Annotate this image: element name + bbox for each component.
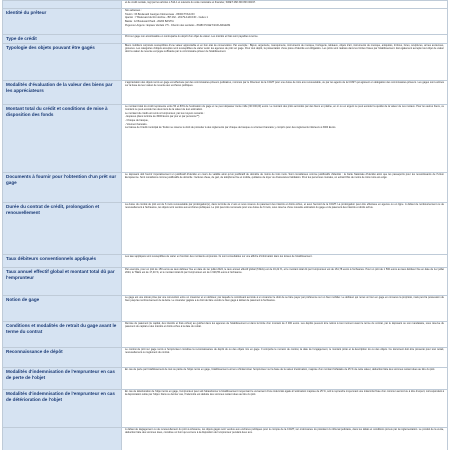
info-table-body	[3, 1, 448, 450]
row-paragraph: Le contrat de prêt sur gage remis à l'emprunteur constitue la reconnaissance de dépôt du ou des objets mis en gage. Il comporte le numéro de contrat, la date de l'engagement, le montant prêté et la description du ou des objets. Ce document doit être présenté pour tout retrait, renouvellement ou règlement du contrat.	[125, 348, 444, 354]
row-paragraph: En cas de perte par l'établissement de tout ou partie de l'objet remis en gage, l'établissement est tenu d'indemniser l'emprunteur sur la base de la valeur d'estimation, majorée d'un montant forfaitaire de 25 % de cette valeur, déduction faite des sommes restant dues au titre du prêt.	[125, 368, 436, 371]
row-label: Modalités d'indemnisation de l'emprunteur en cas de détérioration de l'objet	[3, 390, 122, 428]
info-row	[3, 203, 448, 255]
row-paragraph: Le gage est une sûreté prise par une convention entre un créancier et un débiteur, par laquelle le constituant accorde à un créancier le droit de se faire payer par préférence sur un bien mobilier. Le débiteur qui remet un bien en gage en conserve la propriété, mais perd la possession du bien jusqu'au remboursement de la dette. Le créancier gagiste a le droit de faire vendre le bien gagé à défaut de paiement à l'échéance.	[125, 296, 444, 302]
row-paragraph: Le montant total du crédit représente entre 50 et 80% de l'estimation du gage et ne peut dépasser trente mille (30 000,00) euros. Le montant des prêts accordés par des biens en platine, en or ou en argent ne peut excéder la quotité de la valeur de ces métaux. Pour les autres biens, ce montant ne peut excéder les deux tiers de la valeur de leur estimation.	[125, 105, 444, 111]
row-content	[122, 44, 448, 81]
row-paragraph: Prêt sur gage non amortissable en contrepartie du dépôt d'un objet de valeur. Les intérêts et frais sont payables à terme.	[125, 35, 259, 38]
row-content	[122, 255, 448, 268]
row-paragraph: - Espèces (dans la limite de 3000 Euros par jour et par personne**)	[125, 115, 200, 119]
row-content	[122, 173, 448, 203]
row-paragraph: Puget-sur-Argens : Espace Verdelé n°5 - Chemin des verdelés - 83480 PUGET-SUR-ARGENS	[125, 23, 231, 27]
row-content	[122, 428, 448, 450]
row-paragraph: L'appréciation des objets remis en gage est effectuée par des commissaires-priseurs judiciaires, nommés par le Directeur de la CCMT pour une durée de trois ans renouvelable, ou par les agents de la CCMT qui agissent en délégation des commissaires-priseurs. Les gages sont estimés sur la base de leur valeur de revente aux enchères publiques.	[125, 81, 444, 87]
row-paragraph: La durée du contrat de prêt est de 6 mois renouvelable par prolongation(s), dans la limite de 2 ans et sous réserve du paiement des intérêts et droits échus, et avec l'accord de la CCMT. La prolongation peut être effectuée en agence ou en ligne. À défaut de remboursement ou de renouvellement à l'échéance, les objets sont vendus aux enchères publiques. Le prêt peut être renouvelé pour une durée de 6 mois, sous réserve d'une nouvelle estimation du gage et du paiement des intérêts et droits échus.	[125, 203, 444, 209]
info-row	[3, 173, 448, 203]
row-label: Type de crédit	[3, 35, 122, 44]
info-row	[3, 268, 448, 296]
row-paragraph: Par exemple, pour un prêt de 150 euros au taux débiteur fixe en date du 1er juillet 2024, le taux annuel effectif global (TAEG) est de 16,22 %, et le montant total dû par l'emprunteur est de 161,78 euros à l'échéance. Pour un prêt de 1 500 euros au taux débiteur fixe en date du 1er juillet 2024, le TAEG est de 17,40 %, et le montant total dû par l'emprunteur est de 1 629,55 euros à l'échéance.	[125, 268, 444, 274]
row-paragraph: Les taux appliqués sont susceptibles de varier en fonction des montants empruntés. Ils sont consultables sur une affiche d'information dans les locaux de l'établissement.	[125, 255, 313, 258]
row-label: Taux débiteurs conventionnels appliqués	[3, 255, 122, 268]
row-paragraph: Remise du paiement (le capital, des intérêts et frais échus) au guichet dans les agences de l'établissement et dans la limite d'un montant de 3 000 euros. Les dépôts peuvent être retirés à tout moment avant le terme du contrat, par le déposant ou son mandataire, sous réserve du paiement du capital et des intérêts et droits échus à la date du retrait.	[125, 322, 444, 328]
row-label	[3, 428, 122, 450]
row-paragraph: Le déposant doit fournir impérativement un justificatif d'identité en cours de validité ainsi qu'un justificatif de domicile de moins de trois mois. Sont considérées comme justificatifs d'identité : la Carte Nationale d'Identité ainsi que les passeports pour les ressortissants de l'Union Européenne. Sont considérés comme justificatifs de domicile : factures d'eau, de gaz, de téléphone fixe et mobile, quittance de loyer ou d'assurance habitation. Pour les personnes morales, un extrait Kbis de moins de trois mois est exigé.	[125, 173, 444, 179]
info-row	[3, 105, 448, 173]
row-label: Documents à fournir pour l'obtention d'un prêt sur gage	[3, 173, 122, 203]
row-paragraph: Le montant du crédit est remis à l'emprunteur, par les moyens suivants :	[125, 111, 205, 115]
row-paragraph: Bastia : 12 Boulevard Paoli - 20200 BASTIA	[125, 20, 174, 24]
info-row	[3, 44, 448, 81]
info-row	[3, 35, 448, 44]
row-content	[122, 322, 448, 348]
info-row	[3, 390, 448, 428]
row-label: Notion de gage	[3, 296, 122, 322]
row-paragraph: - Chèque de banque,	[125, 119, 149, 123]
row-content	[122, 35, 448, 44]
pledge-loan-info-table	[2, 0, 448, 450]
row-label: Modalités d'indemnisation de l'emprunteur en cas de perte de l'objet	[3, 368, 122, 390]
row-label: Taux annuel effectif global et montant total dû par l'emprunteur	[3, 268, 122, 296]
row-paragraph: - Virement bancaire.	[125, 122, 148, 126]
info-row	[3, 322, 448, 348]
row-label: Reconnaissance de dépôt	[3, 348, 122, 368]
row-paragraph: Ajaccio : 7 Boulevard du Roi Jérôme - BP 232 - 20179 AJACCIO - Cedex 1	[125, 16, 208, 20]
row-label: Conditions et modalités de retrait du gage avant le terme du contrat	[3, 322, 122, 348]
row-paragraph: À défaut de dégagement ou de renouvellement du prêt à échéance, les objets gagés sont vendus aux enchères publiques pour le compte de la CCMT, sur ordonnance du président du tribunal judiciaire, dans les délais et conditions prévus par la réglementation. Le produit de la vente, déduction faite des sommes dues, constitue un boni qui est tenu à la disposition de l'emprunteur pendant deux ans.	[125, 428, 444, 434]
row-content	[122, 9, 448, 35]
row-label	[3, 1, 122, 9]
row-content	[122, 81, 448, 105]
row-content	[122, 1, 448, 9]
row-paragraph: La Caisse de Crédit municipal de Toulon se réserve le droit de procéder à des règlements par chèque de banque ou virement bancaire y compris pour des règlements inférieurs à 3000 Euros.	[125, 126, 337, 130]
row-content	[122, 296, 448, 322]
info-row	[3, 81, 448, 105]
row-content	[122, 368, 448, 390]
info-row	[3, 428, 448, 450]
row-paragraph: En cas de détérioration de l'objet remis en gage, l'emprunteur peut soit l'abandonner à l'établissement moyennant le versement d'une indemnité égale à l'estimation majorée de 25 %, soit le reprendre moyennant une indemnité fixée d'un commun accord ou à dire d'expert, correspondant à la dépréciation subie par l'objet. Dans ce dernier cas, l'indemnité est déduite des sommes restant dues au titre du prêt.	[125, 390, 444, 396]
row-label: Durée du contrat de crédit, prolongation et renouvellement	[3, 203, 122, 255]
row-label: Typologie des objets pouvant être gagés	[3, 44, 122, 81]
row-content	[122, 105, 448, 173]
info-row	[3, 348, 448, 368]
row-paragraph: et de crédit sociale, régi par les articles L.514-1 et suivants du code monétaire et financier, SIRET 268 300 803 00197.	[125, 1, 256, 4]
row-content	[122, 348, 448, 368]
row-paragraph: Biens mobiliers corporels susceptibles d'une valeur appréciable et en bon état de conservation. Par exemple : Bijoux, argenterie, maroquinerie, instruments de musique, horlogerie, tableaux, objets d'art, instruments de musique, antiquités, timbres, livres, sculptures, armes anciennes, gravures. Les catégories d'objets acceptés sont susceptibles de varier selon les agences de prêt sur gage. Pour tout dépôt, la présentation d'une pièce d'identité est obligatoire. Les prêts sont réalisés dans les limites fixées par l'établissement. Est également accepté tout objet de valeur dont la valeur de revente est jugée suffisante par le commissaire-priseur de l'établissement.	[125, 44, 444, 53]
info-row	[3, 1, 448, 9]
row-content	[122, 390, 448, 428]
row-label: Modalités d'évaluation de la valeur des biens par les appréciateurs	[3, 81, 122, 105]
row-label: Montant total du crédit et conditions de mise à disposition des fonds	[3, 105, 122, 173]
row-paragraph: Nos adresses :	[125, 9, 142, 12]
row-label: Identité du prêteur	[3, 9, 122, 35]
info-row	[3, 368, 448, 390]
row-content	[122, 268, 448, 296]
info-row	[3, 296, 448, 322]
info-row	[3, 9, 448, 35]
row-paragraph: Toulon : 63 Boulevard Georges Clémenceau - 83000 TOULON	[125, 12, 195, 16]
info-row	[3, 255, 448, 268]
row-content	[122, 203, 448, 255]
